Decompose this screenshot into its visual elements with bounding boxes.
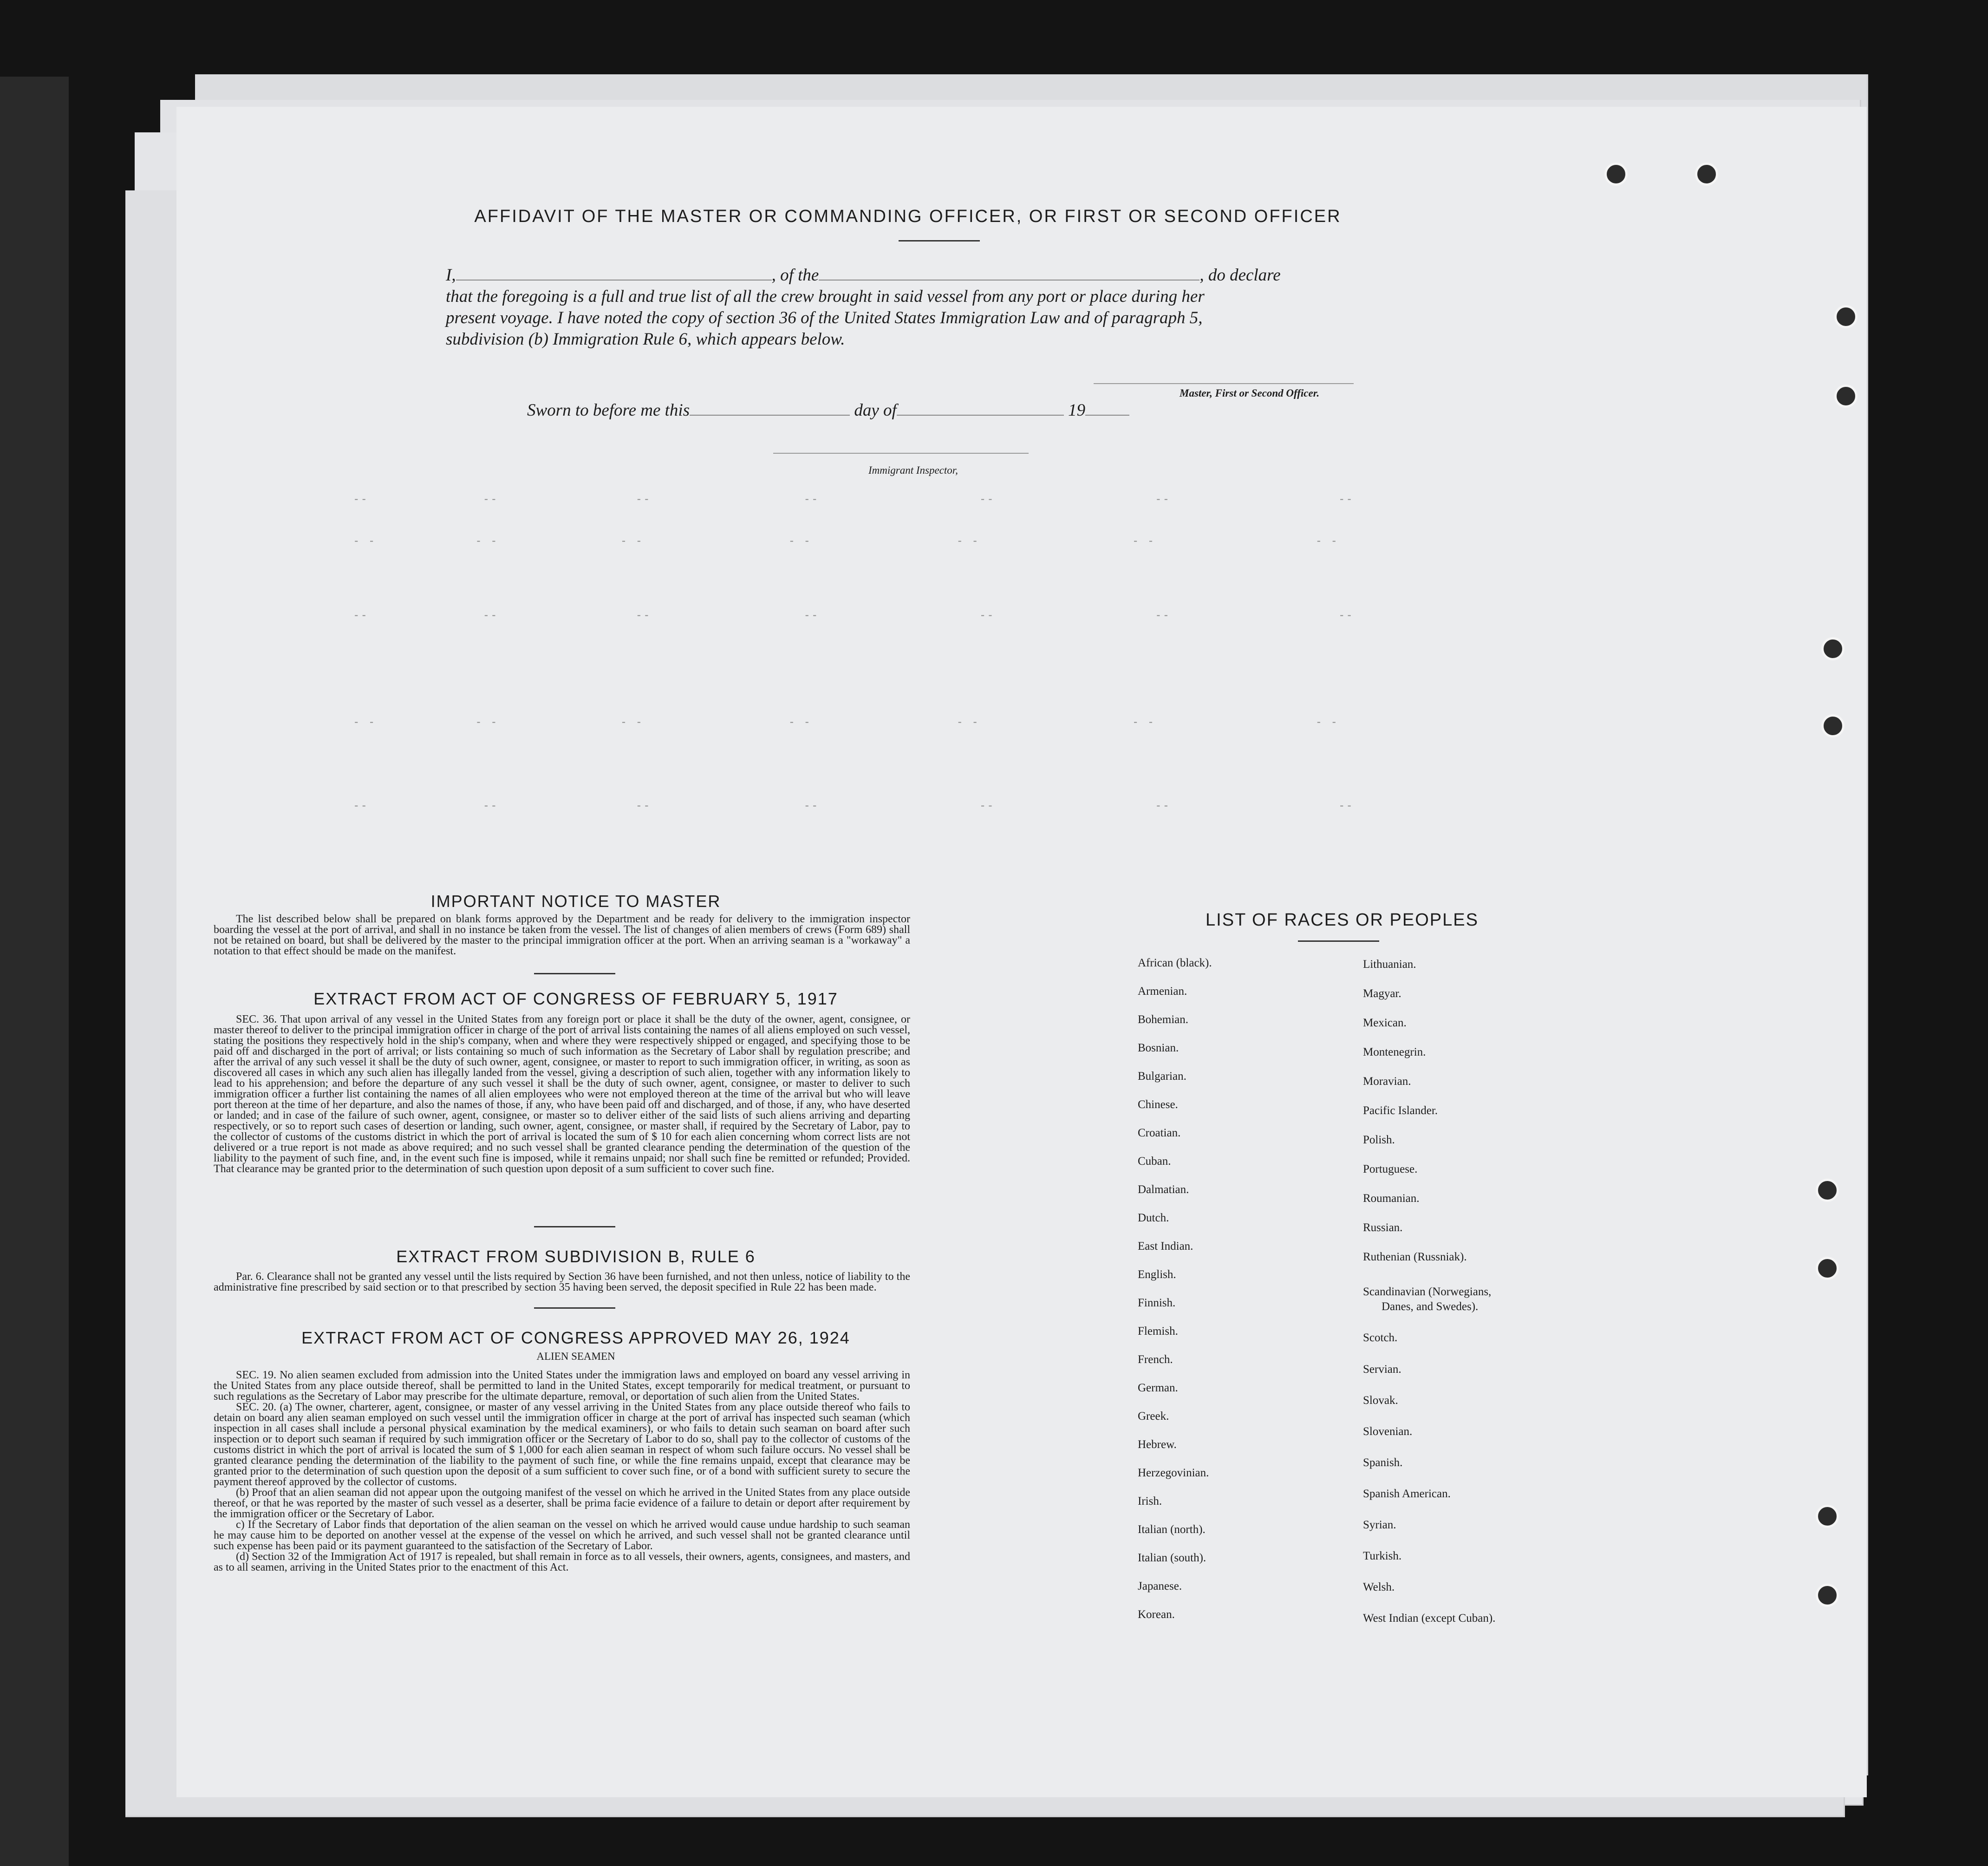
inspector-signature-line[interactable] [773, 453, 1029, 454]
race-item: Scotch. [1363, 1331, 1398, 1344]
race-item: Danes, and Swedes). [1382, 1300, 1479, 1313]
race-item: Polish. [1363, 1134, 1395, 1146]
race-item: Servian. [1363, 1363, 1401, 1376]
day-of-text: day of [854, 401, 897, 420]
vessel-name-field[interactable] [819, 280, 1199, 281]
bleed-through-marks: -- -- -- -- -- -- -- [353, 492, 1354, 505]
race-item: French. [1138, 1353, 1173, 1366]
notice-paragraph: The list described below shall be prepared on blank forms approved by the Department and be ready for delivery to the immigration inspector boarding the vessel at the port of arrival, and shall in no instance be taken from the vessel. The list of changes of alien members of crews (Form 689) shall not be retained on board, but shall be delivered by the master to the principal immigration officer at the port. When an arriving seaman is a "workaway" a notation to that effect should be made on the manifest. [214, 913, 910, 957]
declaration-do-declare: , do declare [1199, 266, 1281, 285]
race-item: Irish. [1138, 1495, 1162, 1507]
punch-hole [1816, 1505, 1839, 1528]
title-underline [899, 240, 980, 241]
races-title: LIST OF RACES OR PEOPLES [1206, 910, 1479, 930]
race-item: Turkish. [1363, 1550, 1402, 1562]
section-19-paragraph: SEC. 19. No alien seamen excluded from admission into the United States under the immigration laws and employed on board any vessel arriving in the United States from any place outside thereof, shall be permitted to land in the United States, except temporarily for medical treatment, or pursuant to such regulations as the Secretary of Labor may prescribe for the ultimate departure, removal, or deportation of such alien from the United States. [214, 1369, 910, 1403]
race-item: Pacific Islander. [1363, 1104, 1438, 1117]
declaration-i: I, [446, 266, 456, 285]
bleed-through-marks: - - - - - - - - - - - - - - [353, 715, 1338, 728]
race-item: Russian. [1363, 1221, 1403, 1234]
subdivision-b-text [214, 1272, 910, 1293]
extract-1917-title: EXTRACT FROM ACT OF CONGRESS OF FEBRUARY 5, 1917 [313, 989, 838, 1008]
race-item: Cuban. [1138, 1155, 1171, 1168]
race-item: Italian (north). [1138, 1523, 1206, 1536]
race-item: Slovenian. [1363, 1425, 1413, 1438]
notice-divider [534, 973, 615, 974]
bleed-through-marks: - - - - - - - - - - - - - - [353, 534, 1338, 547]
extract-1917-text [214, 1014, 910, 1174]
race-item: Greek. [1138, 1410, 1169, 1422]
section-36-paragraph: SEC. 36. That upon arrival of any vessel in the United States from any foreign port or place it shall be the duty of the owner, agent, consignee, or master thereof to deliver to the principal immigration officer in charge of the port of arrival lists containing the names of all aliens employed on such vessel, stating the positions they respectively hold in the ship's company, when and where they were respectively shipped or engaged, and specifying those to be paid off and discharged in the port of arrival; or lists containing so much of such information as the Secretary of Labor shall by regulation prescribe; and after the arrival of any such vessel it shall be the duty of such owner, agent, consignee, or master to report to such immigration officer, in writing, as soon as discovered all cases in which any such alien has illegally landed from the vessel, giving a description of such alien, together with any information likely to lead to his apprehension; and before the departure of any such vessel it shall be the duty of such owner, agent, consignee, or master to deliver to such immigration officer a further list containing the names of all alien employees who were not employed thereon at the time of the arrival but who will leave port thereon at the time of her departure, and also the names of those, if any, who have been paid off and discharged, and of those, if any, who have deserted or landed; and in case of the failure of such owner, agent, consignee, or master so to deliver either of the said lists of such aliens arriving and departing respectively, or so to report such cases of desertion or landing, such owner, agent, consignee, or master shall, if required by the Secretary of Labor, pay to the collector of customs of the customs district in which the port of arrival is located the sum of $ 10 for each alien concerning whom correct lists are not delivered or a true report is not made as above required; and no such vessel shall be granted clearance pending the determination of the question of the liability to the payment of such fine, and, in the event such fine is imposed, while it remains unpaid; nor shall such fine be remitted or refunded; Provided. That clearance may be granted prior to the determination of such question upon deposit of a sum sufficient to cover such fine. [214, 1013, 910, 1175]
race-item: Slovak. [1363, 1394, 1398, 1407]
section-20d-paragraph: (d) Section 32 of the Immigration Act of 1917 is repealed, but shall remain in force as to all vessels, their owners, agents, consignees, and masters, and as to all seamen, arriving in the United States prior to the enactment of this Act. [214, 1551, 910, 1573]
dark-left-strip [0, 77, 69, 1866]
sworn-month-field[interactable] [897, 415, 1064, 416]
race-item: Croatian. [1138, 1127, 1181, 1139]
declaration-line-3: present voyage. I have noted the copy of section 36 of the United States Immigration Law and of paragraph 5, [446, 308, 1203, 327]
punch-hole [1816, 1257, 1839, 1280]
race-item: Spanish. [1363, 1456, 1403, 1469]
race-item: Armenian. [1138, 985, 1187, 998]
punch-hole [1695, 163, 1718, 186]
notice-title: IMPORTANT NOTICE TO MASTER [430, 892, 721, 911]
sworn-line [527, 400, 1129, 420]
race-item: Flemish. [1138, 1325, 1178, 1338]
races-title-underline [1298, 940, 1379, 942]
race-item: Korean. [1138, 1608, 1175, 1621]
section-20c-paragraph: c) If the Secretary of Labor finds that deportation of the alien seaman on the vessel on which he arrived would cause undue hardship to such seaman he may cause him to be deported on another vessel at the expense of the vessel on which he arrived, and such vessel shall not be granted clearance until such expense has been paid or its payment guaranteed to the satisfaction of the Secretary of Labor. [214, 1519, 910, 1552]
declaration-line-1 [446, 265, 1356, 286]
affidavit-declaration [446, 265, 1356, 350]
race-item: Herzegovinian. [1138, 1467, 1209, 1479]
race-item: Italian (south). [1138, 1552, 1206, 1564]
punch-hole [1816, 1179, 1839, 1202]
sworn-text: Sworn to before me this [527, 401, 690, 420]
subdivision-b-title: EXTRACT FROM SUBDIVISION B, RULE 6 [396, 1247, 756, 1266]
declaration-of-the: , of the [771, 266, 819, 285]
race-item: Montenegrin. [1363, 1046, 1426, 1058]
subdivision-b-divider [534, 1307, 615, 1309]
race-item: Bohemian. [1138, 1013, 1189, 1026]
race-item: African (black). [1138, 957, 1212, 969]
master-signature-label: Master, First or Second Officer. [1180, 387, 1320, 399]
race-item: Bosnian. [1138, 1042, 1179, 1054]
race-item: Dalmatian. [1138, 1183, 1189, 1196]
officer-name-field[interactable] [456, 280, 772, 281]
declaration-line-2: that the foregoing is a full and true list of all the crew brought in said vessel from any port or place during her [446, 287, 1205, 306]
race-item: Lithuanian. [1363, 958, 1416, 971]
year-prefix: 19 [1068, 401, 1086, 420]
race-item: West Indian (except Cuban). [1363, 1612, 1496, 1625]
race-item: Chinese. [1138, 1098, 1178, 1111]
race-item: Scandinavian (Norwegians, [1363, 1285, 1492, 1298]
extract-1924-text [214, 1370, 910, 1573]
sworn-day-field[interactable] [690, 415, 850, 416]
race-item: Dutch. [1138, 1212, 1169, 1224]
race-item: English. [1138, 1268, 1176, 1281]
race-item: East Indian. [1138, 1240, 1193, 1253]
race-item: Japanese. [1138, 1580, 1182, 1592]
punch-hole [1821, 714, 1845, 737]
inspector-label: Immigrant Inspector, [868, 464, 958, 476]
sworn-year-field[interactable] [1085, 415, 1129, 416]
punch-hole [1834, 385, 1858, 408]
race-item: Roumanian. [1363, 1192, 1420, 1205]
punch-hole [1834, 305, 1858, 328]
race-item: Ruthenian (Russniak). [1363, 1251, 1467, 1263]
race-item: Hebrew. [1138, 1438, 1177, 1451]
race-item: German. [1138, 1382, 1178, 1394]
declaration-line-4: subdivision (b) Immigration Rule 6, which appears below. [446, 330, 845, 349]
race-item: Mexican. [1363, 1017, 1407, 1029]
section-20a-paragraph: SEC. 20. (a) The owner, charterer, agent, consignee, or master of any vessel arriving in the United States from any place outside thereof who fails to detain on board any alien seaman employed on such vessel until the immigration officer in charge at the port of arrival has inspected such seaman (which inspection in all cases shall include a personal physical examination by the medical examiners), or who fails to detain such seaman on board after such inspection or to deport such seaman if required by such immigration officer or the Secretary of Labor to do so, shall pay to the collector of customs of the customs district in which the port of arrival is located the sum of $ 1,000 for each alien seaman in respect of whom such failure occurs. No vessel shall be granted clearance pending the determination of the liability to the payment of such fine, or while the fine remains unpaid, except that clearance may be granted prior to the determination of such question upon the deposit of a sum sufficient to cover such fine, or of a bond with sufficient surety to secure the payment thereof approved by the collector of customs. [214, 1401, 910, 1488]
par-6-paragraph: Par. 6. Clearance shall not be granted any vessel until the lists required by Section 36 have been furnished, and not then unless, notice of liability to the administrative fine prescribed by said section or to that prescribed by section 35 having been served, the deposit specified in Rule 22 has been made. [214, 1271, 910, 1293]
alien-seamen-subtitle: ALIEN SEAMEN [536, 1351, 615, 1362]
notice-text [214, 914, 910, 957]
race-item: Spanish American. [1363, 1488, 1451, 1500]
race-item: Bulgarian. [1138, 1070, 1186, 1083]
race-item: Finnish. [1138, 1297, 1176, 1309]
race-item: Moravian. [1363, 1075, 1411, 1088]
punch-hole [1821, 637, 1845, 660]
bleed-through-marks: -- -- -- -- -- -- -- [353, 799, 1354, 812]
race-item: Syrian. [1363, 1519, 1396, 1531]
master-signature-line[interactable] [1094, 383, 1354, 384]
section-20b-paragraph: (b) Proof that an alien seaman did not appear upon the outgoing manifest of the vessel on which he arrived in the United States from any place outside thereof, or that he was reported by the master of such vessel as a deserter, shall be prima facie evidence of a failure to detain or deport after requirement by the immigration officer or the Secretary of Labor. [214, 1487, 910, 1520]
race-item: Welsh. [1363, 1581, 1395, 1593]
race-item: Portuguese. [1363, 1163, 1418, 1175]
bleed-through-marks: -- -- -- -- -- -- -- [353, 608, 1354, 621]
punch-hole [1816, 1584, 1839, 1607]
punch-hole [1604, 163, 1628, 186]
race-item: Magyar. [1363, 987, 1401, 1000]
extract-1917-divider [534, 1226, 615, 1227]
extract-1924-title: EXTRACT FROM ACT OF CONGRESS APPROVED MAY 26, 1924 [301, 1328, 850, 1347]
affidavit-title: AFFIDAVIT OF THE MASTER OR COMMANDING OFFICER, OR FIRST OR SECOND OFFICER [474, 207, 1342, 226]
